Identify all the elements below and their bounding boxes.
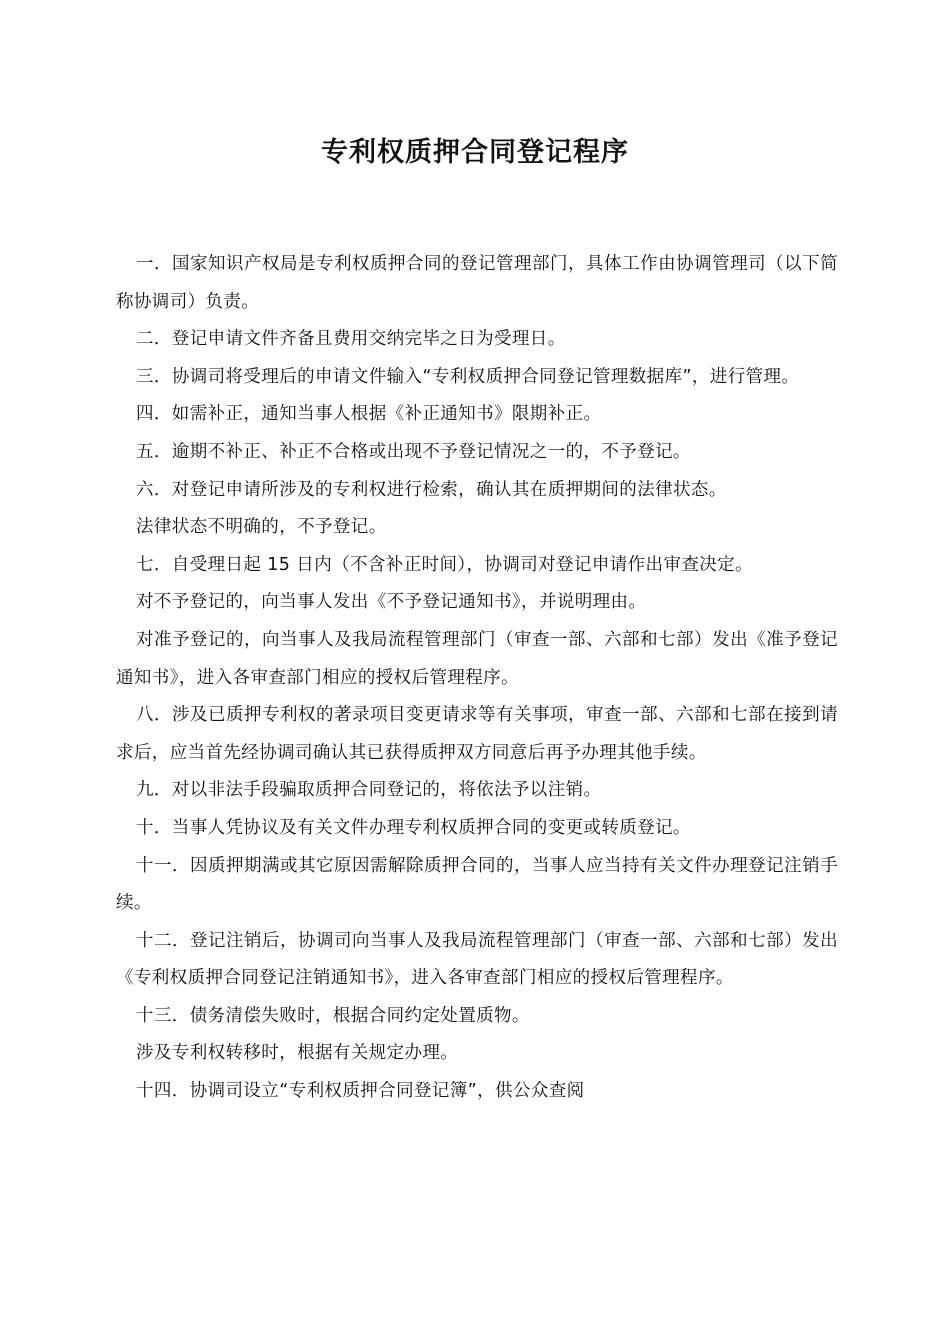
paragraph-12: 十二．登记注销后，协调司向当事人及我局流程管理部门（审查一部、六部和七部）发出《专利权质押合同登记注销通知书》，进入各审查部门相应的授权后管理程序。 <box>116 930 838 989</box>
document-body <box>116 246 838 1111</box>
paragraph-1: 一．国家知识产权局是专利权质押合同的登记管理部门，具体工作由协调管理司（以下简称协调司）负责。 <box>116 254 838 312</box>
paragraph-13: 十三．债务清偿失败时，根据合同约定处置质物。 <box>136 1005 530 1026</box>
paragraph-10: 十．当事人凭协议及有关文件办理专利权质押合同的变更或转质登记。 <box>136 817 691 838</box>
paragraph-11: 十一．因质押期满或其它原因需解除质押合同的，当事人应当持有关文件办理登记注销手续。 <box>116 855 838 914</box>
paragraph-9: 九．对以非法手段骗取质押合同登记的，将依法予以注销。 <box>136 780 602 801</box>
paragraph-6: 六．对登记申请所涉及的专利权进行检索，确认其在质押期间的法律状态。 <box>136 479 727 500</box>
paragraph-14: 十四．协调司设立“专利权质押合同登记簿”，供公众查阅 <box>136 1081 585 1102</box>
paragraph-13-note: 涉及专利权转移时，根据有关规定办理。 <box>136 1043 459 1064</box>
paragraph-8: 八．涉及已质押专利权的著录项目变更请求等有关事项，审查一部、六部和七部在接到请求后，应当首先经协调司确认其已获得质押双方同意后再予办理其他手续。 <box>116 705 838 763</box>
paragraph-7: 七．自受理日起 15 日内（不含补正时间），协调司对登记申请作出审查决定。 <box>136 554 753 575</box>
paragraph-7-approve: 对准予登记的，向当事人及我局流程管理部门（审查一部、六部和七部）发出《准予登记通知书》，进入各审查部门相应的授权后管理程序。 <box>116 629 838 688</box>
paragraph-2: 二．登记申请文件齐备且费用交纳完毕之日为受理日。 <box>136 329 566 350</box>
paragraph-6-note: 法律状态不明确的，不予登记。 <box>136 517 387 538</box>
paragraph-3: 三．协调司将受理后的申请文件输入“专利权质押合同登记管理数据库”，进行管理。 <box>136 366 800 387</box>
document-title: 专利权质押合同登记程序 <box>321 137 629 168</box>
paragraph-7-reject: 对不予登记的，向当事人发出《不予登记通知书》，并说明理由。 <box>136 592 647 613</box>
paragraph-5: 五．逾期不补正、补正不合格或出现不予登记情况之一的，不予登记。 <box>136 441 691 462</box>
paragraph-4: 四．如需补正，通知当事人根据《补正通知书》限期补正。 <box>136 404 602 425</box>
